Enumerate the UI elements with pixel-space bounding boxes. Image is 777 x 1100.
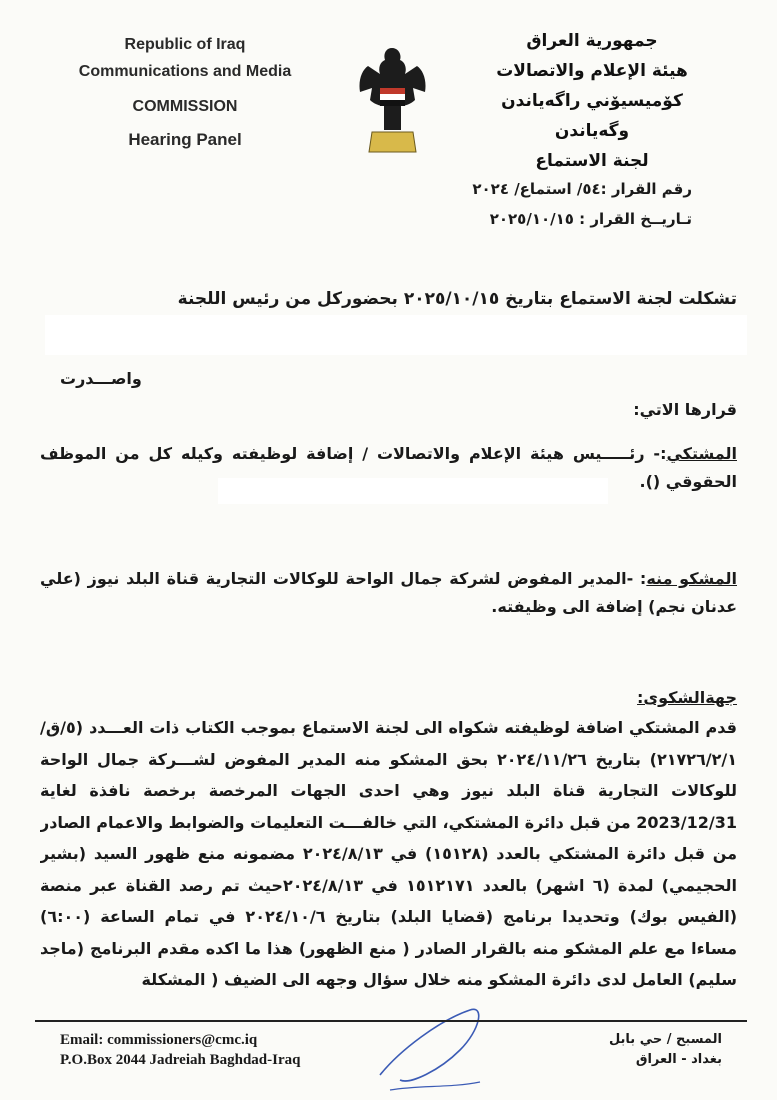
footer-pobox: P.O.Box 2044 Jadreiah Baghdad-Iraq — [60, 1052, 301, 1068]
footer-contact — [60, 1030, 300, 1070]
respondent-text: : -المدير المفوض لشركة جمال الواحة للوكالات التجارية قناة البلد نيوز (علي عدنان نجم) إضافة الى وظيفته. — [40, 569, 737, 616]
letterhead-commission-name: Communications and Media — [78, 63, 292, 80]
letterhead-country: Republic of Iraq — [124, 36, 246, 53]
redaction-block — [45, 315, 747, 355]
complainant-text: :- رئـــــيس هيئة الإعلام والاتصالات / إضافة لوظيفته وكيله كل من الموظف الحقوقي ( — [40, 444, 737, 491]
footer-email: Email: commissioners@cmc.iq — [60, 1032, 258, 1048]
complaint-side-label: جهةالشكوى: — [637, 688, 737, 707]
arabic-letterhead — [462, 26, 722, 176]
issued-text: واصـــدرت — [60, 369, 142, 388]
redaction-block — [218, 478, 608, 504]
letterhead-commission: COMMISSION — [132, 98, 238, 115]
letterhead-commission-ar: هيئة الإعلام والاتصالات — [496, 61, 688, 81]
letterhead-panel: Hearing Panel — [128, 130, 242, 149]
decision-intro: قرارها الاتي: — [633, 400, 737, 419]
letterhead-commission-ku: كۆميسيۆني راگەياندن وگەياندن — [501, 91, 683, 141]
footer-address-ar — [609, 1030, 722, 1070]
decision-number: رقم القرار :٥٤/ استماع/ ٢٠٢٤ — [472, 180, 692, 198]
decision-date: تـاريــخ القرار : ٢٠٢٥/١٠/١٥ — [489, 210, 692, 228]
respondent-label: المشكو منه — [646, 569, 737, 588]
complainant-end: ). — [639, 472, 653, 491]
footer-divider — [35, 1020, 747, 1022]
footer-address-line1: المسبح / حي بابل — [608, 1032, 722, 1047]
footer-address-line2: بغداد - العراق — [635, 1052, 722, 1067]
handwritten-signature — [360, 990, 520, 1100]
letterhead-panel-ar: لجنة الاستماع — [535, 151, 649, 171]
respondent-paragraph — [40, 565, 737, 621]
complaint-side-heading — [40, 684, 737, 712]
complainant-label: المشتكي — [666, 444, 737, 463]
letterhead-country-ar: جمهورية العراق — [526, 31, 658, 51]
iraq-eagle-emblem-icon — [350, 40, 435, 165]
panel-formation: تشكلت لجنة الاستماع بتاريخ ٢٠٢٥/١٠/١٥ بحضوركل من رئيس اللجنة — [177, 289, 737, 309]
complaint-text: قدم المشتكي اضافة لوظيفته شكواه الى لجنة الاستماع بموجب الكتاب ذات العـــدد (٥/ق/٢١٧٢٦/٢/١) بتاريخ ٢٠٢٤/١١/٢٦ بحق المشكو منه المدير المفوض لشـــركة جمال الواحة للوكالات التجارية قناة البلد نيوز وهي احدى الجهات المرخصة برخصة نافذة لغاية 2023/12/31 من قبل دائرة المشتكي، التي خالفـــت التعليمات والضوابط والاعمام الصادر من قبل دائرة المشتكي بالعدد (١٥١٢٨) في ٢٠٢٤/٨/١٣ مضمونه منع ظهور السيد (بشير الحجيمي) لمدة (٦ اشهر) بالعدد ١٥١٢١٧١ في ٢٠٢٤/٨/١٣حيث تم رصد القناة عبر منصة (الفيس بوك) وتحديدا برنامج (قضايا البلد) بتاريخ ٢٠٢٤/١٠/٦ في تمام الساعة (٦:٠٠) مساءا مع علم المشكو منه بالقرار الصادر ( منع الظهور) هذا ما اكده مقدم البرنامج (ماجد سليم) العامل لدى دائرة المشكو منه خلال سؤال وجهه الى الضيف ( المشكلة — [40, 718, 737, 989]
english-letterhead — [40, 30, 330, 154]
